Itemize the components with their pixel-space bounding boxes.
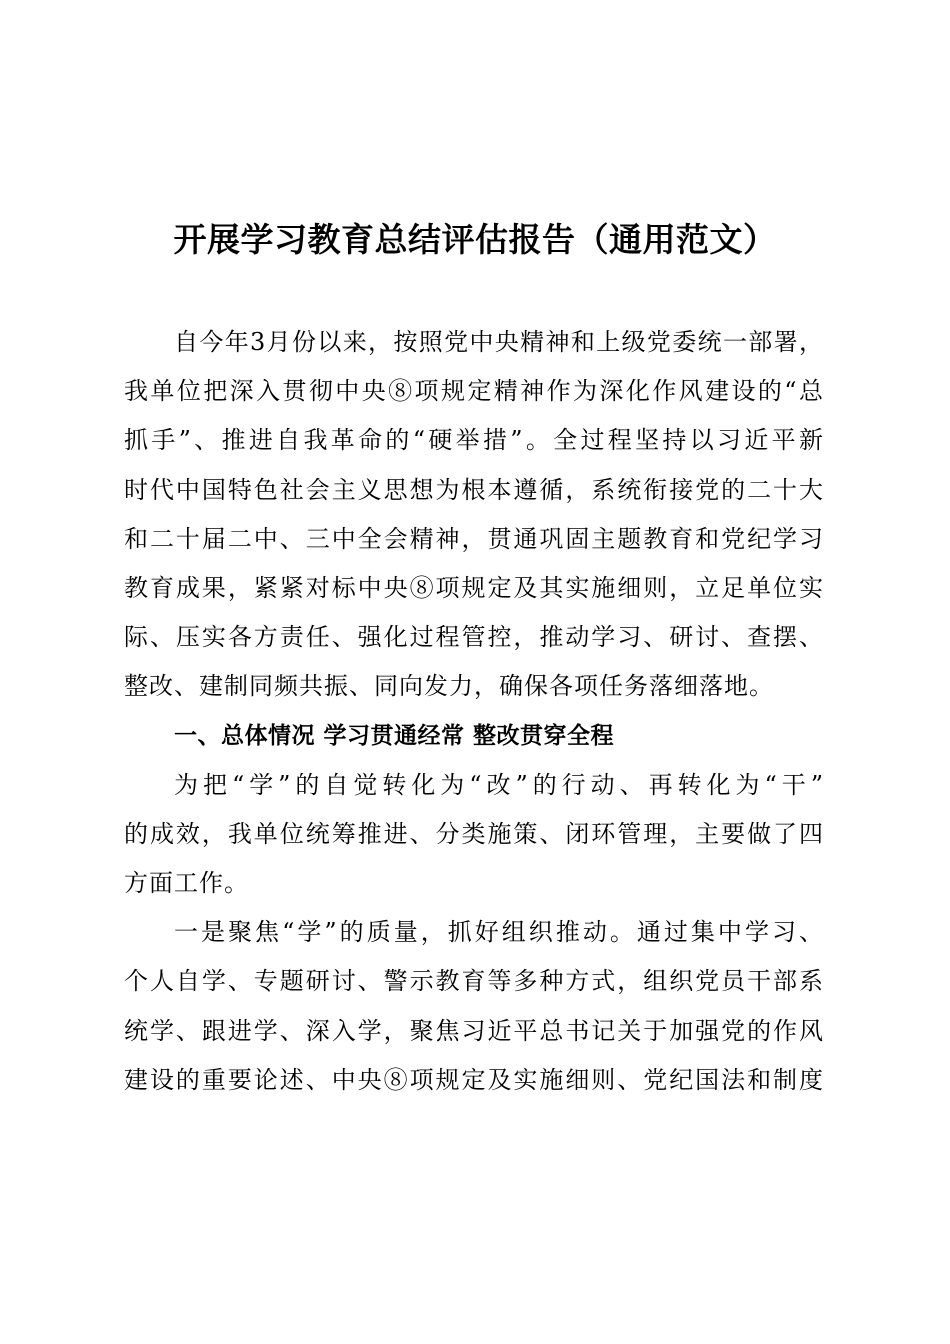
document-title: 开展学习教育总结评估报告（通用范文） xyxy=(173,220,777,259)
paragraph-line: 我单位把深入贯彻中央⑧项规定精神作为深化作风建设的“总 xyxy=(124,377,824,406)
paragraph-line: 个人自学、专题研讨、警示教育等多种方式，组织党员干部系 xyxy=(124,967,824,996)
section-heading: 一、总体情况 学习贯通经常 整改贯穿全程 xyxy=(174,722,615,749)
paragraph-line: 建设的重要论述、中央⑧项规定及实施细则、党纪国法和制度 xyxy=(124,1065,824,1094)
paragraph-line: 和二十届二中、三中全会精神，贯通巩固主题教育和党纪学习 xyxy=(124,524,824,553)
paragraph-overview xyxy=(124,761,824,909)
paragraph-line: 抓手”、推进自我革命的“硬举措”。全过程坚持以习近平新 xyxy=(124,426,824,455)
paragraph-line: 教育成果，紧紧对标中央⑧项规定及其实施细则，立足单位实 xyxy=(124,573,824,602)
paragraph-line: 时代中国特色社会主义思想为根本遵循，系统衔接党的二十大 xyxy=(124,475,824,504)
paragraph-line: 整改、建制同频共振、同向发力，确保各项任务落细落地。 xyxy=(124,672,774,701)
paragraph-line: 一是聚焦“学”的质量，抓好组织推动。通过集中学习、 xyxy=(174,918,824,947)
document-body xyxy=(124,318,824,1105)
paragraph-line: 的成效，我单位统筹推进、分类施策、闭环管理，主要做了四 xyxy=(124,819,824,848)
paragraph-line: 际、压实各方责任、强化过程管控，推动学习、研讨、查摆、 xyxy=(124,623,824,652)
paragraph-line: 为把“学”的自觉转化为“改”的行动、再转化为“干” xyxy=(174,770,824,799)
paragraph-point-one xyxy=(124,908,824,1105)
paragraph-line: 统学、跟进学、深入学，聚焦习近平总书记关于加强党的作风 xyxy=(124,1016,824,1045)
paragraph-intro xyxy=(124,318,824,712)
paragraph-line: 方面工作。 xyxy=(124,869,249,898)
paragraph-line: 自今年3月份以来，按照党中央精神和上级党委统一部署， xyxy=(174,328,824,356)
